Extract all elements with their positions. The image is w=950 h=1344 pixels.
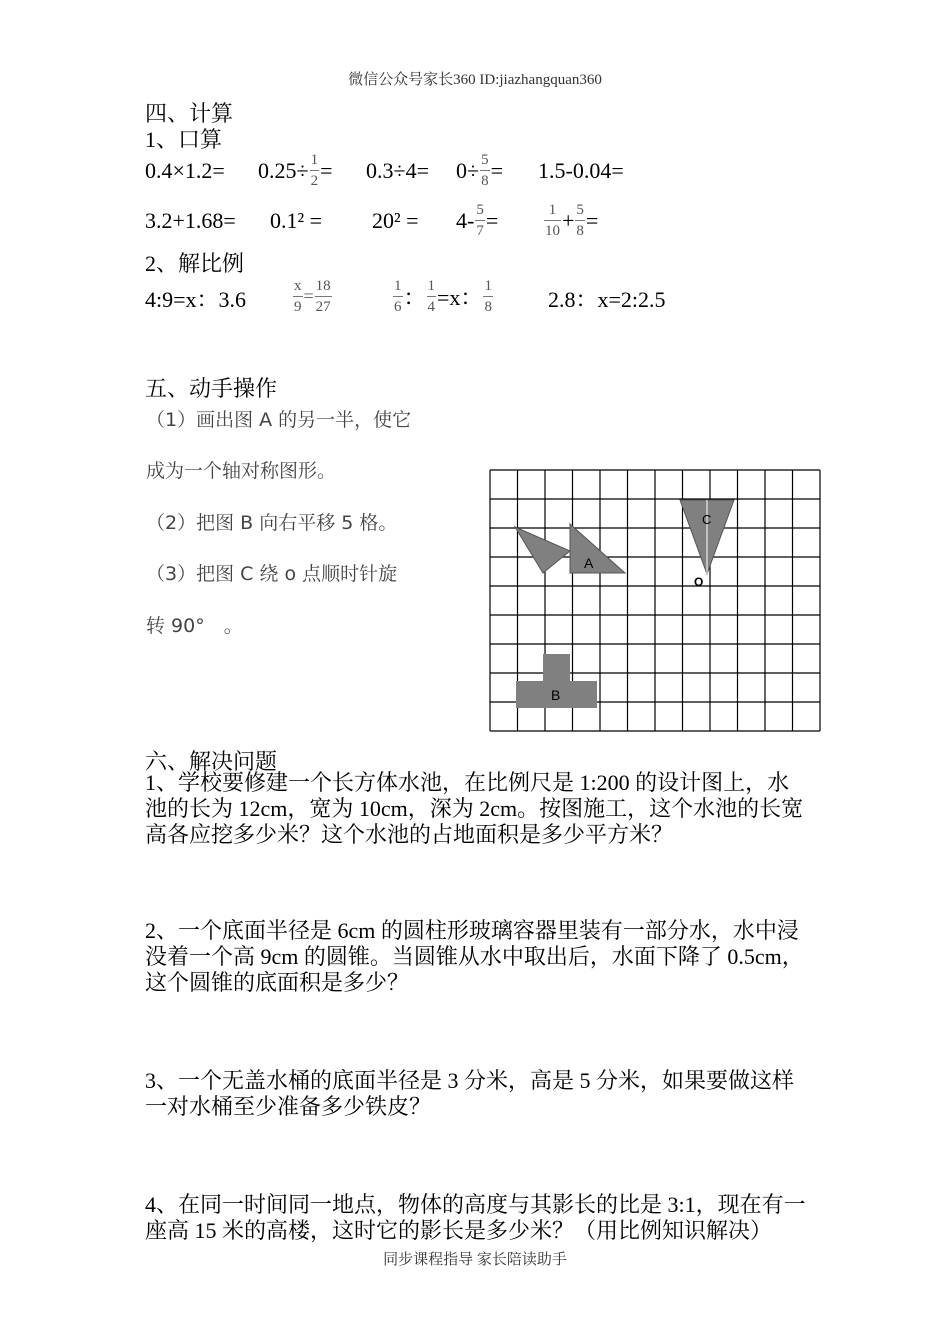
proportion-1: 4:9=x：3.6 (145, 287, 247, 312)
calc-6: 3.2+1.68= (145, 208, 236, 233)
calc-9-pre: 4- (456, 207, 475, 233)
page-header: 微信公众号家长360 ID:jiazhangquan360 (348, 72, 602, 88)
numerator: 1 (544, 200, 561, 221)
section-6-title: 六、解决问题 (145, 749, 278, 774)
fraction (310, 150, 320, 191)
denominator: 8 (481, 173, 489, 189)
denominator: 8 (576, 223, 584, 239)
instruction-3b: 转 90° 。 (146, 615, 243, 637)
instruction-1b: 成为一个轴对称图形。 (146, 460, 337, 482)
fraction (475, 200, 485, 241)
problem-2: 2、一个底面半径是 6cm 的圆柱形玻璃容器里装有一部分水，水中浸没着一个高 9cm 的圆锥。当圆锥从水中取出后，水面下降了 0.5cm，这个圆锥的底面积是多少？ (145, 918, 804, 995)
fraction (480, 150, 490, 191)
denominator: 2 (310, 173, 319, 189)
problem-4: 4、在同一时间同一地点，物体的高度与其影长的比是 3:1，现在有一座高 15 米的高楼，这时它的影长是多少米？（用比例知识解决） (145, 1192, 806, 1243)
numerator: 5 (480, 150, 490, 171)
fraction (575, 200, 585, 241)
proportion-3 (392, 276, 494, 317)
plus-sign: + (562, 207, 575, 233)
denominator: 6 (394, 299, 402, 315)
numerator: 5 (475, 200, 485, 221)
calc-9 (456, 200, 498, 241)
fraction (315, 276, 332, 317)
calc-3: 0.3÷4= (366, 158, 429, 183)
denominator: 10 (545, 223, 560, 239)
instruction-2: （2）把图 B 向右平移 5 格。 (146, 512, 398, 534)
numerator: 1 (310, 150, 320, 171)
calc-7: 0.1² = (270, 208, 323, 233)
subsection-mental-calc: 1、口算 (145, 127, 223, 152)
fraction (544, 200, 561, 241)
numerator: 18 (315, 276, 332, 297)
numerator: 1 (427, 276, 437, 297)
section-4-title: 四、计算 (145, 101, 234, 126)
calc-2 (258, 150, 333, 191)
colon: ： (403, 285, 426, 310)
calc-4-post: = (490, 157, 503, 183)
subsection-proportion: 2、解比例 (145, 251, 245, 276)
proportion-4: 2.8：x=2:2.5 (548, 287, 666, 312)
calc-2-pre: 0.25÷ (258, 157, 309, 183)
label-b: B (551, 687, 561, 703)
calc-9-post: = (485, 207, 499, 233)
label-a: A (584, 555, 594, 571)
fraction (427, 276, 437, 317)
calc-4 (456, 150, 503, 191)
fraction (393, 276, 403, 317)
calc-1: 0.4×1.2= (145, 158, 225, 183)
denominator: 9 (294, 299, 302, 315)
numerator: 5 (575, 200, 585, 221)
proportion-2 (292, 276, 333, 317)
shape-b-top (543, 654, 570, 681)
instruction-3: （3）把图 C 绕 o 点顺时针旋 (146, 563, 398, 585)
page-footer: 同步课程指导 家长陪读助手 (383, 1252, 567, 1268)
calc-5: 1.5-0.04= (538, 158, 624, 183)
problem-1: 1、学校要修建一个长方体水池，在比例尺是 1:200 的设计图上，水池的长为 12cm，宽为 10cm，深为 2cm。按图施工，这个水池的长宽高各应挖多少米？这个水池的占地面积是多少平方米？ (145, 770, 804, 847)
fraction (293, 276, 303, 317)
denominator: 4 (427, 299, 436, 315)
calc-8: 20² = (372, 208, 419, 233)
label-c: C (702, 512, 712, 527)
grid-figure (488, 468, 828, 736)
calc-10 (543, 200, 598, 241)
shape-a-part-1 (515, 527, 570, 573)
calc-10-post: = (585, 207, 599, 233)
instruction-1: （1）画出图 A 的另一半，使它 (146, 409, 412, 431)
section-5-title: 五、动手操作 (145, 376, 278, 401)
numerator: x (293, 276, 303, 297)
shape-a-part-2 (570, 524, 625, 573)
denominator: 7 (476, 223, 484, 239)
problem-3: 3、一个无盖水桶的底面半径是 3 分米，高是 5 分米，如果要做这样一对水桶至少准备多少铁皮？ (145, 1068, 795, 1119)
calc-4-pre: 0÷ (456, 157, 480, 183)
denominator: 8 (484, 299, 492, 315)
numerator: 1 (483, 276, 493, 297)
denominator: 27 (315, 299, 331, 315)
equals-sign: = (303, 286, 314, 306)
numerator: 1 (393, 276, 403, 297)
label-o: O (694, 575, 704, 589)
calc-2-post: = (320, 157, 333, 183)
fraction (483, 276, 493, 317)
equals-x-colon: =x： (437, 285, 483, 310)
